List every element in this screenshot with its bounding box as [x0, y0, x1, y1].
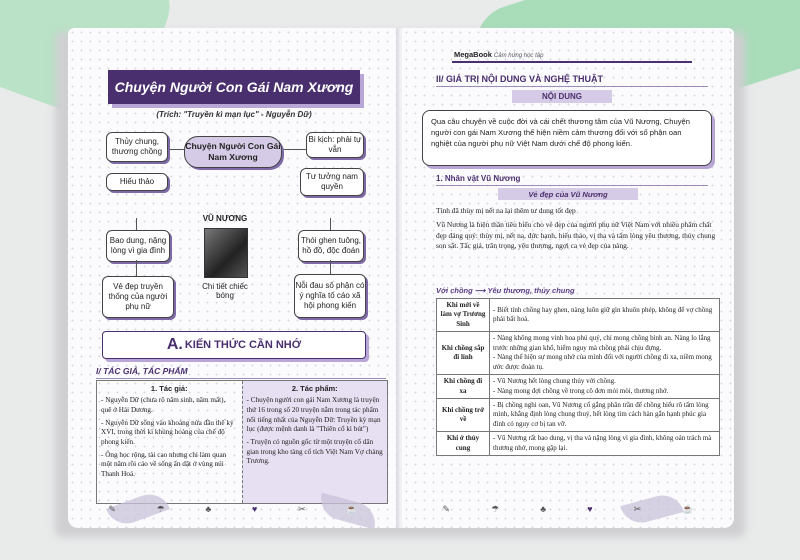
footer-doodles — [422, 504, 714, 518]
ink-illustration — [204, 228, 248, 278]
body-paragraph: Vũ Nương là hiện thân tiêu biểu cho vẻ đẹp của người phụ nữ Việt Nam với nhiều phẩm chất đẹp đáng quý: thùy mị, nết na, đức hạnh, hiếu thảo, vị tha và tấm lòng yêu thương, thủy chung son sắt. Tấc giả, trân trọng, yêu thương, ngợi ca vẻ đẹp của nàng. — [436, 220, 716, 251]
table-row — [437, 375, 720, 399]
map-node: Nỗi đau số phận có ý nghĩa tố cáo xã hội phong kiến — [294, 274, 366, 318]
row-key: Khi chồng đi xa — [437, 375, 490, 399]
work-item: - Truyện có nguồn gốc từ một truyện cổ dân gian trong kho tàng cổ tích Việt Nam Vợ chàng Trương. — [246, 438, 383, 466]
doodle-icon: ✂ — [633, 504, 642, 514]
content-tag: NỘI DUNG — [512, 90, 612, 103]
author-item: - Nguyễn Dữ sống vào khoảng nửa đầu thế kỷ XVI, trong thời kì khủng hoảng của chế độ phong kiến. — [101, 418, 234, 446]
author-item: - Ông học rộng, tài cao nhưng chỉ làm quan một năm rồi cáo về sống ẩn dật ở vùng núi Thanh Hoá. — [101, 450, 227, 479]
relation-left: Với chồng — [436, 286, 473, 295]
map-node: Tư tưởng nam quyền — [300, 168, 364, 196]
subsection-heading: 1. Nhân vật Vũ Nương — [436, 174, 708, 186]
row-key: Khi mới về làm vợ Trương Sinh — [437, 299, 490, 332]
header-rule — [452, 61, 692, 63]
brand-logo — [454, 50, 543, 59]
arrow-right-icon: ⟶ — [474, 286, 488, 295]
doodle-icon: ♣ — [205, 504, 212, 514]
map-node: Hiếu thảo — [106, 173, 168, 191]
intro-box: Qua câu chuyện về cuộc đời và cái chết thương tâm của Vũ Nương, Chuyện người con gái Nam Xương thể hiện niềm cảm thương đối với số phận oan nghiệt của người phụ nữ Việt Nam dưới chế độ phong kiến. — [422, 110, 712, 166]
doodle-icon: ☂ — [491, 504, 500, 514]
column-heading: 2. Tác phẩm: — [291, 384, 338, 393]
doodle-icon: ✎ — [108, 504, 116, 514]
page-title: Chuyện Người Con Gái Nam Xương — [108, 70, 360, 104]
map-node: Thói ghen tuông, hồ đồ, độc đoán — [298, 230, 364, 262]
map-center: Chuyện Người Con Gái Nam Xương — [184, 136, 282, 168]
relation-right: Yêu thương, thủy chung — [487, 286, 575, 295]
behavior-table — [436, 298, 720, 456]
map-node: Thủy chung, thương chồng — [106, 132, 168, 162]
doodle-icon: ✎ — [442, 504, 451, 514]
character-name: VŨ NƯƠNG — [202, 214, 248, 223]
doodle-icon: ☕ — [682, 504, 694, 514]
table-row — [437, 432, 720, 456]
row-key: Khi chồng sắp đi lính — [437, 332, 490, 375]
section-letter: A. — [166, 336, 183, 353]
quote-line: Tính đã thùy mị nết na lại thêm tư dung tốt đẹp — [436, 206, 576, 215]
author-work-table — [96, 380, 388, 504]
table-row — [437, 332, 720, 375]
subsection-heading: I/ TÁC GIẢ, TÁC PHẨM — [96, 366, 386, 379]
author-item: - Nguyễn Dữ (chưa rõ năm sinh, năm mất), quê ở Hải Dương. — [101, 396, 226, 414]
map-node: Bi kịch: phải tự vẫn — [306, 132, 364, 158]
work-item: - Chuyện người con gái Nam Xương là truyện thứ 16 trong số 20 truyện nằm trong tác phẩm nổi tiếng nhất của Nguyễn Dữ: Truyền kỳ mạn lục (được mệnh danh là "Thiên cổ kì bút") — [246, 396, 381, 434]
row-value: - Bị chồng nghi oan, Vũ Nương cố gắng phân trần để chồng hiểu rõ tấm lòng mình, khẳng định lòng chung thuỷ, hết lòng tìm cách hàn gắn hạnh phúc gia đình có nguy cơ bị tan vỡ. — [490, 398, 720, 431]
column-heading: 1. Tác giả: — [150, 384, 188, 393]
map-node: Vẻ đẹp truyền thống của người phụ nữ — [102, 276, 174, 318]
table-row — [437, 299, 720, 332]
brand-name: MegaBook — [454, 50, 492, 59]
left-page — [68, 28, 398, 528]
brand-tagline: Cảm hứng học tập — [493, 53, 544, 59]
subsection-tag: Vẻ đẹp của Vũ Nương — [498, 188, 638, 200]
right-page — [402, 28, 734, 528]
section-heading — [102, 331, 366, 359]
row-value: - Vũ Nương hết lòng chung thủy với chồng. - Nàng mong đợi chồng về trong cô đơn mỏi mòi, thương nhớ. — [490, 375, 720, 399]
row-key: Khi ở thủy cung — [437, 432, 490, 456]
map-node: Bao dung, nặng lòng vì gia đình — [106, 230, 170, 262]
work-column — [242, 381, 388, 503]
page-subtitle: (Trích: "Truyền kì mạn lục" - Nguyễn Dữ) — [156, 110, 312, 119]
doodle-icon: ☂ — [156, 504, 165, 514]
map-note: Chi tiết chiếc bóng — [202, 282, 248, 300]
doodle-icon: ♣ — [540, 504, 547, 514]
doodle-icon: ☕ — [346, 504, 358, 514]
section-heading: II/ GIÁ TRỊ NỘI DUNG VÀ NGHỆ THUẬT — [436, 74, 708, 87]
doodle-icon: ✂ — [298, 504, 306, 514]
row-value: - Nàng không mong vinh hoa phú quý, chỉ mong chồng bình an. Nàng lo lắng trước những gian khổ, hiểm nguy mà chồng phải chịu đựng. - Nàng thể hiện sự mong nhớ của mình đối với người chồng đi xa, niềm mong ước được đoàn tụ. — [490, 332, 720, 375]
row-value: - Vũ Nương rất bao dung, vị tha và nặng lòng vì gia đình, không oán trách mà thương nhớ, mong gặp lại. — [490, 432, 720, 456]
author-column — [97, 381, 242, 503]
footer-doodles — [88, 504, 378, 518]
heart-icon: ♥ — [252, 504, 258, 514]
relation-row — [436, 286, 575, 295]
section-title: KIẾN THỨC CẦN NHỚ — [184, 339, 302, 351]
table-row — [437, 398, 720, 431]
row-value: - Biết tính chồng hay ghen, nàng luôn giữ gìn khuôn phép, không để vợ chồng phải bất hoà. — [490, 299, 720, 332]
heart-icon: ♥ — [587, 504, 593, 514]
row-key: Khi chồng trở về — [437, 398, 490, 431]
